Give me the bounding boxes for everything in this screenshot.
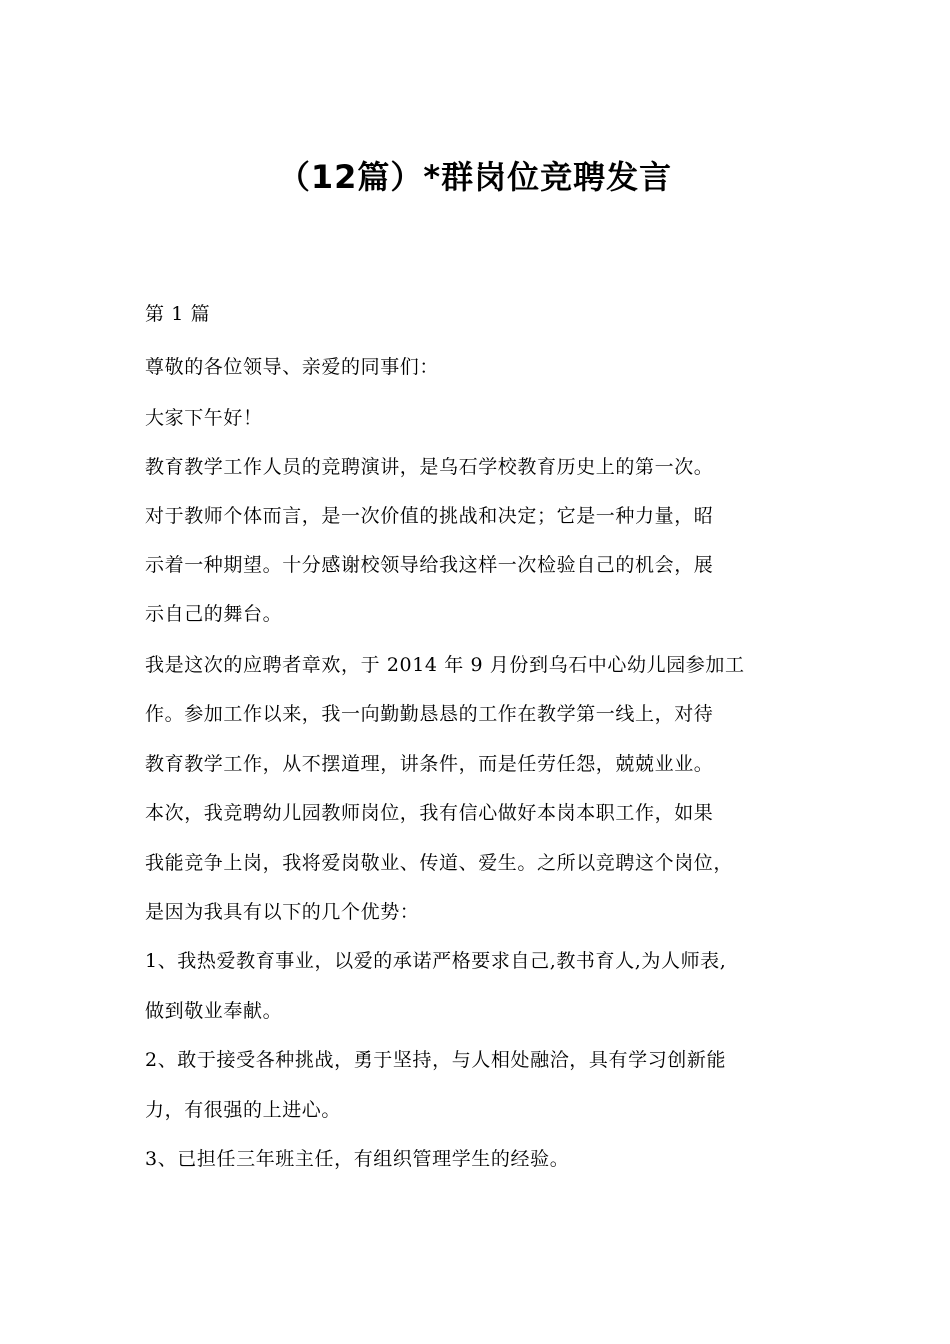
list-item-line: 2、敢于接受各种挑战，勇于坚持，与人相处融洽，具有学习创新能 <box>145 1049 727 1071</box>
paragraph-line: 我是这次的应聘者章欢，于 2014 年 9 月份到乌石中心幼儿园参加工 <box>145 654 745 676</box>
greeting: 大家下午好！ <box>145 407 263 429</box>
list-item-line: 力，有很强的上进心。 <box>145 1099 342 1121</box>
paragraph-line: 本次，我竞聘幼儿园教师岗位，我有信心做好本岗本职工作，如果 <box>145 802 714 824</box>
paragraph-line: 教育教学工作，从不摆道理，讲条件，而是任劳任怨，兢兢业业。 <box>145 753 714 775</box>
section-heading: 第 1 篇 <box>145 303 211 325</box>
paragraph-line: 示着一种期望。十分感谢校领导给我这样一次检验自己的机会，展 <box>145 554 714 576</box>
paragraph-line: 教育教学工作人员的竞聘演讲，是乌石学校教育历史上的第一次。 <box>145 456 714 478</box>
list-item-line: 1、我热爱教育事业，以爱的承诺严格要求自己,教书育人,为人师表, <box>145 950 727 972</box>
paragraph-line: 是因为我具有以下的几个优势： <box>145 901 420 923</box>
document-title: （12篇）*群岗位竞聘发言 <box>277 158 673 196</box>
paragraph-line: 对于教师个体而言，是一次价值的挑战和决定；它是一种力量，昭 <box>145 505 714 527</box>
salutation: 尊敬的各位领导、亲爱的同事们： <box>145 356 440 378</box>
paragraph-line: 作。参加工作以来，我一向勤勤恳恳的工作在教学第一线上，对待 <box>145 703 714 725</box>
paragraph-line: 我能竞争上岗，我将爱岗敬业、传道、爱生。之所以竞聘这个岗位， <box>145 852 734 874</box>
paragraph-line: 示自己的舞台。 <box>145 603 283 625</box>
list-item-line: 3、已担任三年班主任，有组织管理学生的经验。 <box>145 1148 570 1170</box>
list-item-line: 做到敬业奉献。 <box>145 1000 283 1022</box>
